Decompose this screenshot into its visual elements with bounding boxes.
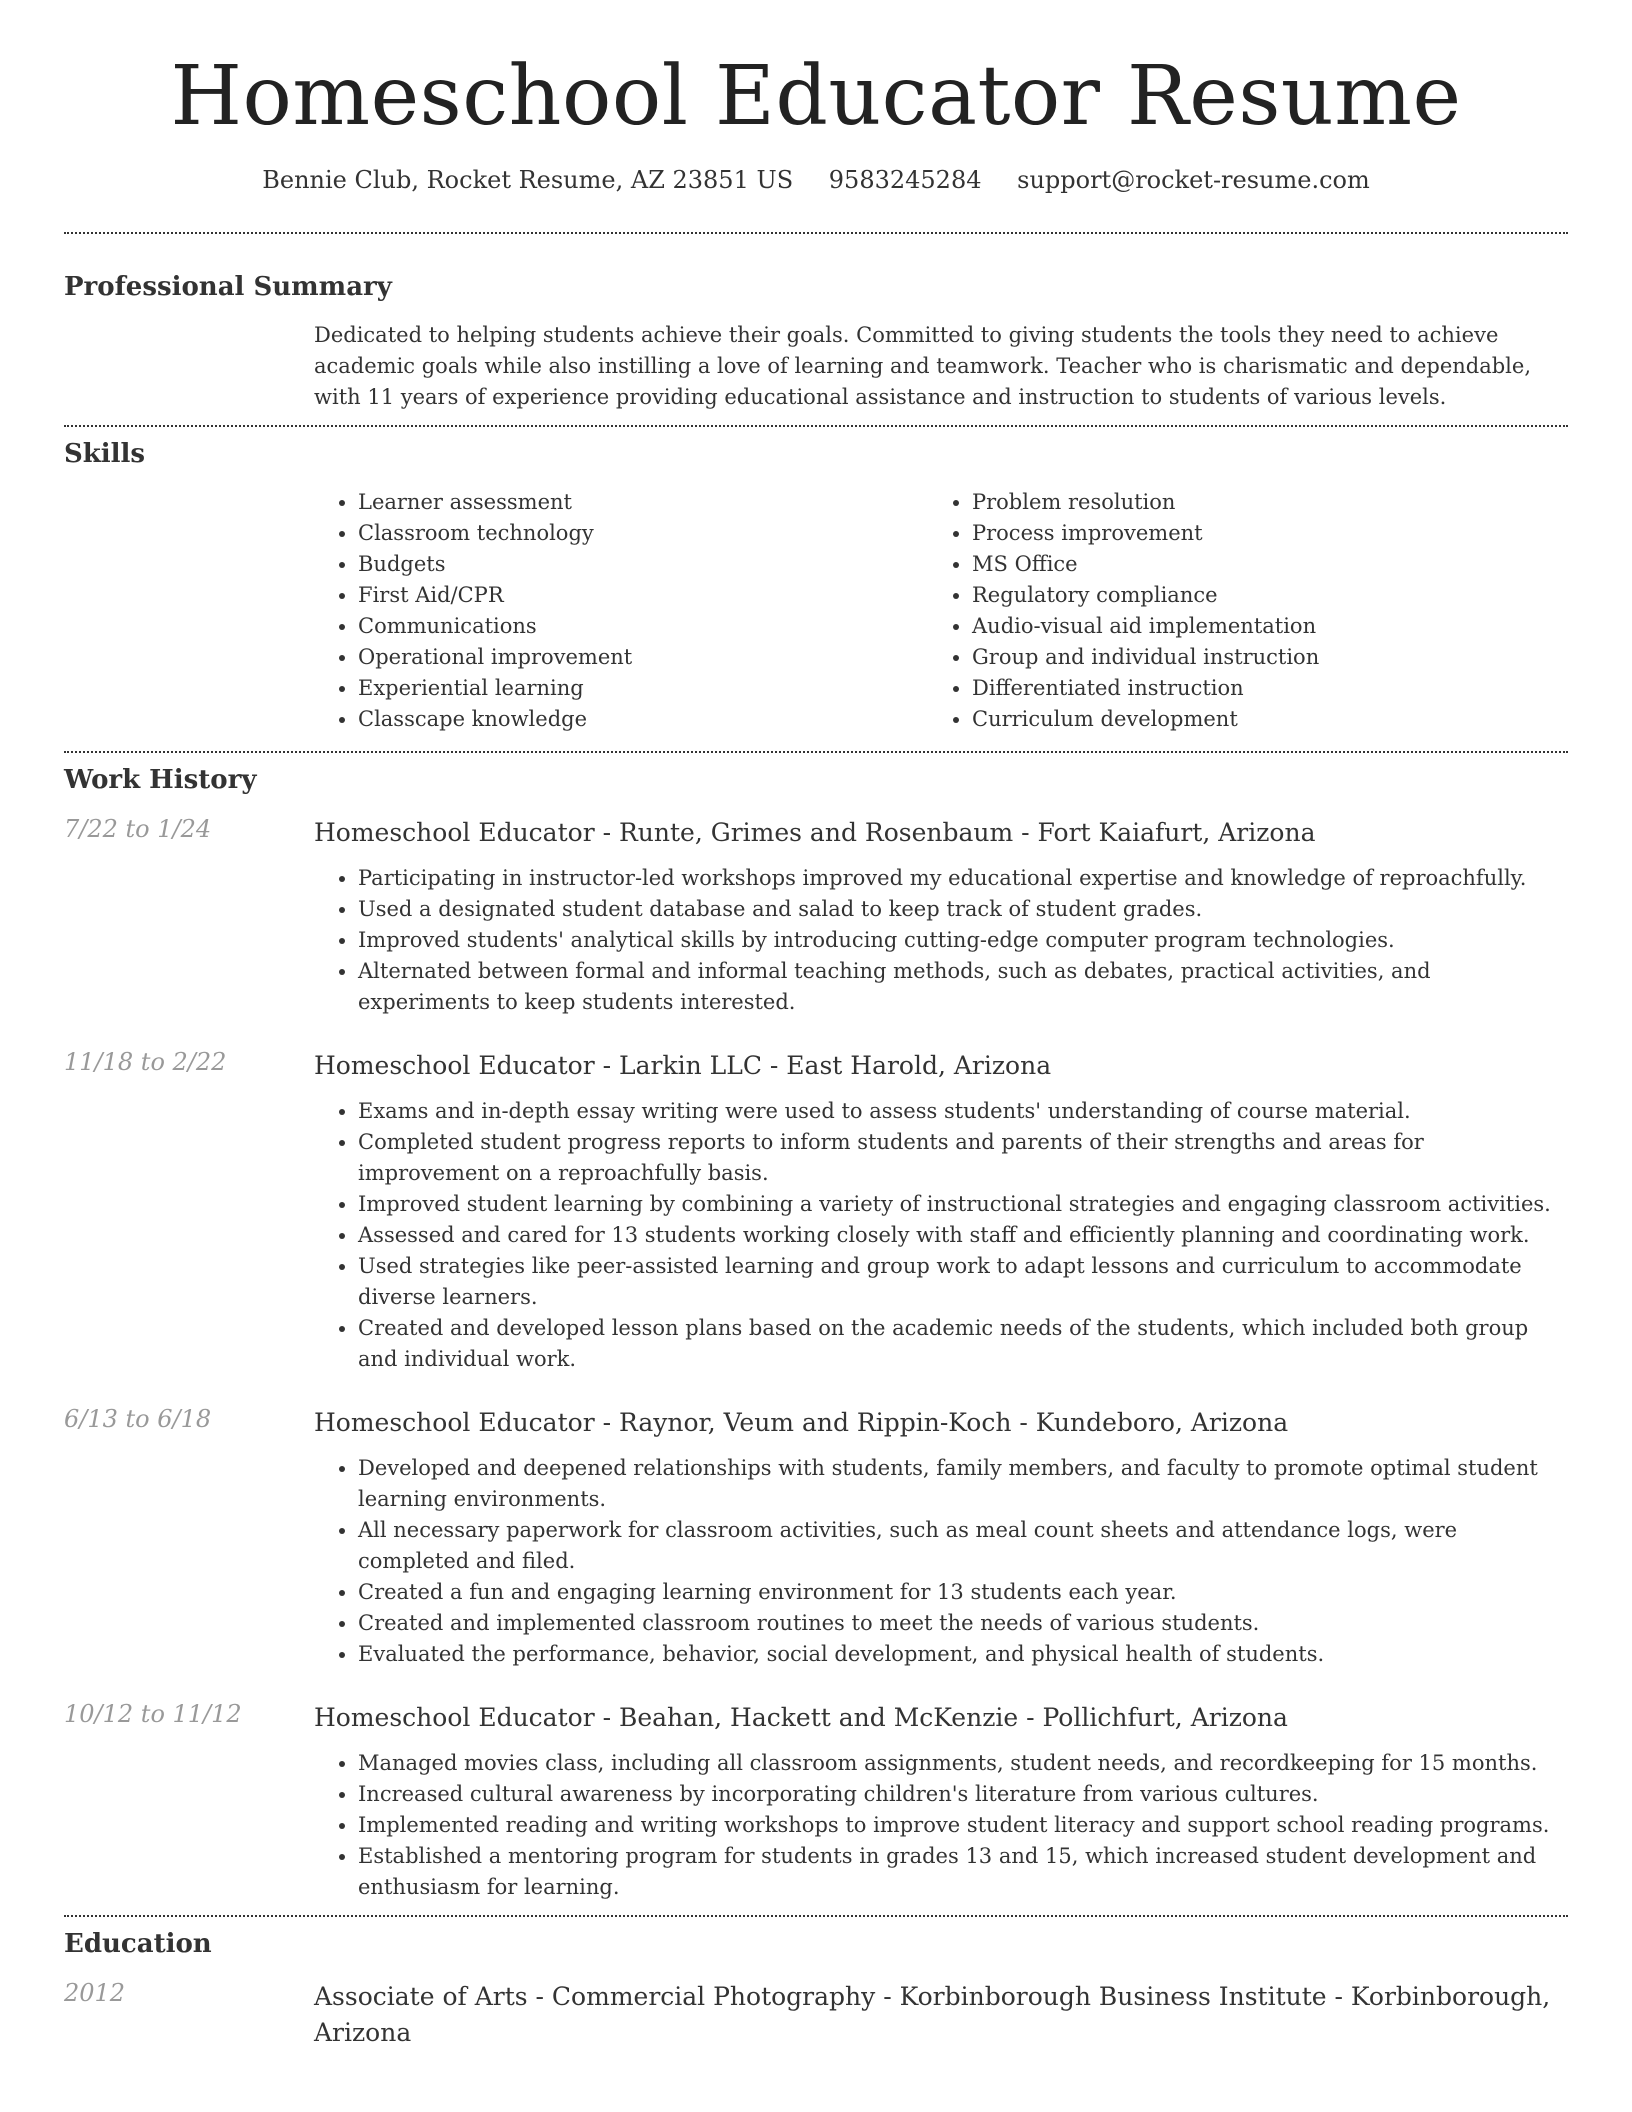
skill-item: • Operational improvement	[358, 642, 928, 673]
job-bullet: • Improved students' analytical skills by introducing cutting-edge computer program technologies.	[358, 925, 1568, 956]
job-bullet: • Participating in instructor-led workshops improved my educational expertise and knowledge of reproachfully.	[358, 863, 1568, 894]
job-bullets	[314, 1096, 1568, 1375]
skill-item: • Learner assessment	[358, 487, 928, 518]
contact-line	[64, 166, 1568, 194]
job-title: Homeschool Educator - Raynor, Veum and Rippin-Koch - Kundeboro, Arizona	[314, 1408, 1289, 1438]
job-title: Homeschool Educator - Runte, Grimes and Rosenbaum - Fort Kaiafurt, Arizona	[314, 818, 1316, 848]
resume-title: Homeschool Educator Resume	[170, 49, 1462, 144]
divider	[64, 232, 1568, 234]
divider	[64, 751, 1568, 753]
job-dates: 6/13 to 6/18	[64, 1405, 212, 1434]
education-entry	[64, 1979, 1568, 2051]
job-bullet: • Used strategies like peer-assisted learning and group work to adapt lessons and curriculum to accommodate diverse learners.	[358, 1251, 1568, 1313]
job-bullet: • Created and implemented classroom routines to meet the needs of various students.	[358, 1608, 1568, 1639]
job-dates: 7/22 to 1/24	[64, 815, 212, 844]
skill-item: • Differentiated instruction	[972, 673, 1542, 704]
job-bullets	[314, 1748, 1568, 1903]
phone: 9583245284	[828, 166, 982, 195]
skills-list-left	[314, 487, 928, 735]
job-bullet: • Assessed and cared for 13 students working closely with staff and efficiently planning and coordinating work.	[358, 1220, 1568, 1251]
job-bullets	[314, 1453, 1568, 1670]
job-bullet: • Created and developed lesson plans based on the academic needs of the students, which included both group and individual work.	[358, 1313, 1568, 1375]
skills-heading: Skills	[64, 439, 146, 470]
summary-section	[64, 272, 1568, 413]
job-bullet: • Used a designated student database and salad to keep track of student grades.	[358, 894, 1568, 925]
job-bullet: • Improved student learning by combining a variety of instructional strategies and engaging classroom activities.	[358, 1189, 1568, 1220]
job-bullet: • Managed movies class, including all classroom assignments, student needs, and recordkeeping for 15 months.	[358, 1748, 1568, 1779]
skill-item: • Regulatory compliance	[972, 580, 1542, 611]
divider	[64, 425, 1568, 427]
education-date: 2012	[64, 1979, 126, 2008]
work-section	[64, 765, 1568, 1903]
skill-item: • Communications	[358, 611, 928, 642]
skill-item: • Group and individual instruction	[972, 642, 1542, 673]
job-bullet: • Exams and in-depth essay writing were used to assess students' understanding of course material.	[358, 1096, 1568, 1127]
skill-item: • Process improvement	[972, 518, 1542, 549]
summary-text: Dedicated to helping students achieve their goals. Committed to giving students the tools they need to achieve academic goals while also instilling a love of learning and teamwork. Teacher who is charismatic and dependable, with 11 years of experience providing educational assistance and instruction to students of various levels.	[314, 323, 1531, 410]
skill-item: • Classcape knowledge	[358, 704, 928, 735]
skill-item: • Problem resolution	[972, 487, 1542, 518]
skill-item: • Budgets	[358, 549, 928, 580]
job-bullet: • Implemented reading and writing workshops to improve student literacy and support school reading programs.	[358, 1810, 1568, 1841]
education-heading: Education	[64, 1929, 212, 1960]
job-entry	[64, 815, 1568, 1018]
job-bullets	[314, 863, 1568, 1018]
job-bullet: • All necessary paperwork for classroom activities, such as meal count sheets and attendance logs, were completed and filed.	[358, 1515, 1568, 1577]
job-bullet: • Established a mentoring program for students in grades 13 and 15, which increased student development and enthusiasm for learning.	[358, 1841, 1568, 1903]
email: support@rocket-resume.com	[1017, 166, 1370, 195]
job-bullet: • Increased cultural awareness by incorporating children's literature from various cultures.	[358, 1779, 1568, 1810]
job-entry	[64, 1405, 1568, 1670]
job-bullet: • Completed student progress reports to inform students and parents of their strengths and areas for improvement on a reproachfully basis.	[358, 1127, 1568, 1189]
skill-item: • First Aid/CPR	[358, 580, 928, 611]
summary-heading: Professional Summary	[64, 272, 392, 303]
skill-item: • Curriculum development	[972, 704, 1542, 735]
job-title: Homeschool Educator - Beahan, Hackett and McKenzie - Pollichfurt, Arizona	[314, 1703, 1288, 1733]
work-heading: Work History	[64, 765, 257, 796]
skills-section	[64, 439, 1568, 735]
job-entry	[64, 1700, 1568, 1903]
job-dates: 10/12 to 11/12	[64, 1700, 242, 1729]
job-title: Homeschool Educator - Larkin LLC - East Harold, Arizona	[314, 1051, 1052, 1081]
education-title: Associate of Arts - Commercial Photography - Korbinborough Business Institute - Korbinborough, Arizona	[314, 1982, 1551, 2048]
skill-item: • MS Office	[972, 549, 1542, 580]
skills-list-right	[928, 487, 1542, 735]
skill-item: • Classroom technology	[358, 518, 928, 549]
divider	[64, 1915, 1568, 1917]
job-bullet: • Evaluated the performance, behavior, social development, and physical health of students.	[358, 1639, 1568, 1670]
job-bullet: • Created a fun and engaging learning environment for 13 students each year.	[358, 1577, 1568, 1608]
education-section	[64, 1929, 1568, 2051]
address: Bennie Club, Rocket Resume, AZ 23851 US	[262, 166, 794, 195]
job-bullet: • Developed and deepened relationships with students, family members, and faculty to promote optimal student learning environments.	[358, 1453, 1568, 1515]
job-dates: 11/18 to 2/22	[64, 1048, 227, 1077]
resume-page	[64, 0, 1568, 2051]
job-entry	[64, 1048, 1568, 1375]
skill-item: • Experiential learning	[358, 673, 928, 704]
skill-item: • Audio-visual aid implementation	[972, 611, 1542, 642]
job-bullet: • Alternated between formal and informal teaching methods, such as debates, practical activities, and experiments to keep students interested.	[358, 956, 1568, 1018]
